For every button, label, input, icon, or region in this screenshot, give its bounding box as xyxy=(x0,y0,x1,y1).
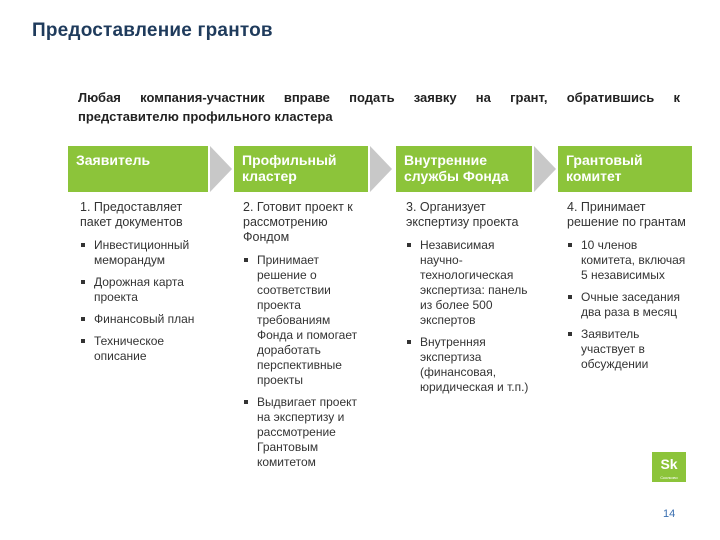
list-item: Инвестиционный меморандум xyxy=(80,238,206,268)
stage-applicant xyxy=(68,146,208,192)
bullet-icon xyxy=(81,280,85,284)
bullet-list xyxy=(406,238,532,395)
column-applicant xyxy=(80,200,206,371)
arrow-icon xyxy=(210,146,232,192)
bullet-icon xyxy=(244,400,248,404)
step-heading: 1. Предоставляет пакет документов xyxy=(80,200,183,229)
bullet-icon xyxy=(407,243,411,247)
bullet-list xyxy=(567,238,691,372)
stage-fund-services xyxy=(396,146,532,192)
bullet-icon xyxy=(407,340,411,344)
intro-line-1: Любая компания-участник вправе подать заявку на грант, обратившись к xyxy=(78,90,680,105)
bullet-list xyxy=(80,238,206,364)
bullet-icon xyxy=(81,243,85,247)
column-grant-committee xyxy=(567,200,691,379)
step-heading: 2. Готовит проект к рассмотрению Фондом xyxy=(243,200,353,244)
bullet-list xyxy=(243,253,369,470)
list-item: 10 членов комитета, включая 5 независимых xyxy=(567,238,691,283)
logo-subtext: Сколково xyxy=(660,475,678,480)
list-item: Техническое описание xyxy=(80,334,206,364)
column-cluster xyxy=(243,200,369,477)
stage-cluster xyxy=(234,146,368,192)
bullet-icon xyxy=(81,317,85,321)
logo-text: Sk xyxy=(660,456,678,472)
list-item: Независимая научно-технологическая экспертиза: панель из более 500 экспертов xyxy=(406,238,532,328)
stage-label: Грантовый комитет xyxy=(566,152,643,184)
bullet-icon xyxy=(568,243,572,247)
intro-line-2: представителю профильного кластера xyxy=(78,109,333,124)
bullet-icon xyxy=(81,339,85,343)
column-fund-services xyxy=(406,200,532,402)
list-item: Внутренняя экспертиза (финансовая, юридическая и т.п.) xyxy=(406,335,532,395)
arrow-icon xyxy=(370,146,392,192)
list-item: Выдвигает проект на экспертизу и рассмотрение Грантовым комитетом xyxy=(243,395,369,470)
step-heading: 3. Организует экспертизу проекта xyxy=(406,200,519,229)
stage-grant-committee xyxy=(558,146,692,192)
arrow-icon xyxy=(534,146,556,192)
list-item: Очные заседания два раза в месяц xyxy=(567,290,691,320)
list-item: Принимает решение о соответствии проекта требованиям Фонда и помогает доработать перспективные проекты xyxy=(243,253,369,388)
stage-label: Профильный кластер xyxy=(242,152,337,184)
list-item: Финансовый план xyxy=(80,312,206,327)
page-title: Предоставление грантов xyxy=(32,20,273,41)
stage-label: Внутренние службы Фонда xyxy=(404,152,509,184)
stage-label: Заявитель xyxy=(76,152,151,168)
intro-text xyxy=(78,88,680,126)
skolkovo-logo xyxy=(652,452,686,482)
step-heading: 4. Принимает решение по грантам xyxy=(567,200,686,229)
list-item: Заявитель участвует в обсуждении xyxy=(567,327,691,372)
page-number: 14 xyxy=(663,508,676,520)
bullet-icon xyxy=(568,295,572,299)
list-item: Дорожная карта проекта xyxy=(80,275,206,305)
bullet-icon xyxy=(568,332,572,336)
bullet-icon xyxy=(244,258,248,262)
